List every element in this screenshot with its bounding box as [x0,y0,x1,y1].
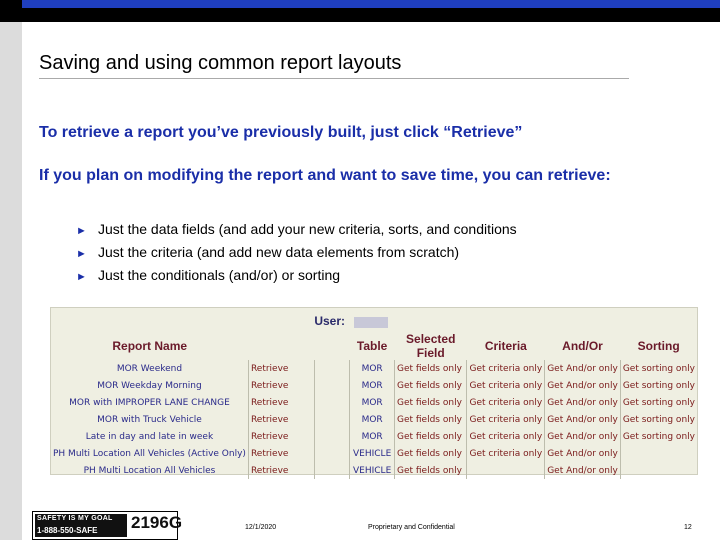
get-fields-link[interactable]: Get fields only [394,377,466,394]
retrieve-link[interactable]: Retrieve [248,394,314,411]
report-name-cell: PH Multi Location All Vehicles (Active Only) [51,445,248,462]
user-row [51,314,697,332]
get-sorting-link [620,445,697,462]
blank-cell [315,394,350,411]
get-fields-link[interactable]: Get fields only [394,394,466,411]
bullet-item: ► Just the data fields (and add your new criteria, sorts, and conditions [76,219,517,242]
table-name-cell: MOR [350,428,395,445]
table-row [51,428,697,445]
blank-cell [315,360,350,377]
bullet-arrow-icon: ► [76,248,87,260]
get-andor-link[interactable]: Get And/or only [545,445,621,462]
get-criteria-link[interactable]: Get criteria only [467,428,545,445]
get-criteria-link [467,462,545,479]
slide-title: Saving and using common report layouts [39,52,402,74]
table-row [51,377,697,394]
saved-reports-table [51,332,697,479]
get-fields-link[interactable]: Get fields only [394,360,466,377]
get-fields-link[interactable]: Get fields only [394,428,466,445]
blank-cell [315,462,350,479]
report-name-cell: MOR Weekend [51,360,248,377]
table-row [51,411,697,428]
get-andor-link[interactable]: Get And/or only [545,411,621,428]
get-criteria-link[interactable]: Get criteria only [467,445,545,462]
blank-cell [315,445,350,462]
logo-black-panel [35,514,127,537]
table-name-cell: MOR [350,411,395,428]
get-andor-link[interactable]: Get And/or only [545,394,621,411]
subhead-modify: If you plan on modifying the report and want to save time, you can retrieve: [39,167,611,184]
top-accent-stripe [22,0,720,8]
user-value-redacted [354,317,388,328]
logo-phone: 1-888-550-SAFE [37,526,98,535]
get-fields-link[interactable]: Get fields only [394,462,466,479]
table-name-cell: VEHICLE [350,445,395,462]
retrieve-link[interactable]: Retrieve [248,377,314,394]
get-andor-link[interactable]: Get And/or only [545,462,621,479]
retrieve-link[interactable]: Retrieve [248,462,314,479]
header-table: Table [356,339,388,353]
user-label: User: [314,314,345,328]
blank-cell [315,411,350,428]
get-sorting-link [620,462,697,479]
get-sorting-link[interactable]: Get sorting only [622,397,695,408]
get-sorting-link[interactable]: Get sorting only [622,363,695,374]
report-name-cell: MOR with Truck Vehicle [51,411,248,428]
header-sorting: Sorting [637,339,680,353]
title-divider [39,78,629,79]
table-header-row [51,332,697,360]
retrieve-link[interactable]: Retrieve [248,445,314,462]
table-name-cell: MOR [350,360,395,377]
blank-cell [315,428,350,445]
bullet-item: ► Just the conditionals (and/or) or sorting [76,265,517,288]
header-selected-field: Selected Field [406,332,456,360]
get-andor-link[interactable]: Get And/or only [545,428,621,445]
get-andor-link[interactable]: Get And/or only [545,360,621,377]
header-blank [248,332,314,360]
report-name-cell: Late in day and late in week [51,428,248,445]
get-criteria-link[interactable]: Get criteria only [467,394,545,411]
report-name-cell: MOR with IMPROPER LANE CHANGE [51,394,248,411]
table-name-cell: MOR [350,394,395,411]
retrieve-link[interactable]: Retrieve [248,428,314,445]
bullet-arrow-icon: ► [76,271,87,283]
get-sorting-link[interactable]: Get sorting only [622,431,695,442]
footer-date: 12/1/2020 [245,524,277,531]
retrieve-link[interactable]: Retrieve [248,411,314,428]
header-and-or: And/Or [562,339,603,353]
report-layouts-screenshot [50,307,698,475]
get-sorting-link[interactable]: Get sorting only [622,414,695,425]
get-sorting-link[interactable]: Get sorting only [622,380,695,391]
blank-cell [315,377,350,394]
bullet-list [76,219,517,288]
get-fields-link[interactable]: Get fields only [394,411,466,428]
footer-confidential: Proprietary and Confidential [368,524,455,531]
header-criteria: Criteria [484,339,527,353]
get-fields-link[interactable]: Get fields only [394,445,466,462]
logo-slogan: SAFETY IS MY GOAL [37,515,113,522]
get-criteria-link[interactable]: Get criteria only [467,377,545,394]
table-name-cell: VEHICLE [350,462,395,479]
get-andor-link[interactable]: Get And/or only [545,377,621,394]
table-row [51,360,697,377]
bullet-arrow-icon: ► [76,225,87,237]
get-criteria-link[interactable]: Get criteria only [467,360,545,377]
header-blank [315,332,350,360]
bullet-item: ► Just the criteria (and add new data elements from scratch) [76,242,517,265]
table-name-cell: MOR [350,377,395,394]
get-criteria-link[interactable]: Get criteria only [467,411,545,428]
subhead-retrieve: To retrieve a report you’ve previously built, just click “Retrieve” [39,124,523,141]
header-report-name: Report Name [112,339,188,353]
report-name-cell: PH Multi Location All Vehicles [51,462,248,479]
retrieve-link[interactable]: Retrieve [248,360,314,377]
table-row [51,462,697,479]
table-row [51,394,697,411]
report-name-cell: MOR Weekday Morning [51,377,248,394]
safety-logo [32,511,183,540]
logo-number: 2196G [131,513,183,532]
table-row [51,445,697,462]
left-accent-bar [0,0,22,540]
footer-page-number: 12 [684,524,692,531]
